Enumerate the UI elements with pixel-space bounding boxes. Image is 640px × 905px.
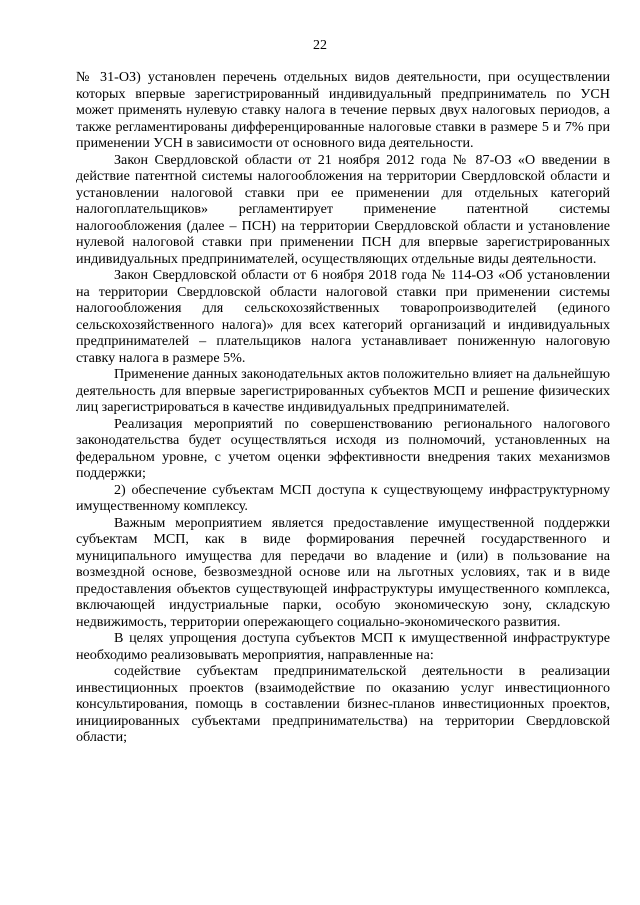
paragraph-law-114-oz: Закон Свердловской области от 6 ноября 2018 года № 114-ОЗ «Об установлении на территории Свердловской области налоговой ставки при применении системы налогообложения для сельскохозяйственных товаропроизводителей (единого сельскохозяйственного налога)» для всех категорий организаций и индивидуальных предпринимателей – плательщиков налога устанавливает пониженную налоговую ставку налога в размере 5%. [76, 267, 610, 366]
paragraph-law-87-oz: Закон Свердловской области от 21 ноября 2012 года № 87-ОЗ «О введении в действие патентной системы налогообложения на территории Свердловской области и установлении налоговой ставки при ее применении для отдельных категорий налогоплательщиков» регламентирует применение патентной системы налогообложения (далее – ПСН) на территории Свердловской области и установление нулевой налоговой ставки при применении ПСН для впервые зарегистрированных индивидуальных предпринимателей, осуществляющих отдельные виды деятельности. [76, 151, 610, 267]
document-body [76, 69, 610, 746]
paragraph-property-support: Важным мероприятием является предоставление имущественной поддержки субъектам МСП, как в виде формирования перечней государственного и муниципального имущества для передачи во владение и (или) в пользование на возмездной основе, безвозмездной основе или на льготных условиях, так и в виде предоставления объектов существующей инфраструктуры имущественного комплекса, включающей индустриальные парки, особую экономическую зону, складскую недвижимость, территории опережающего социально-экономического развития. [76, 514, 610, 630]
page-number: 22 [313, 38, 327, 53]
paragraph-usn-activity-list: № 31-ОЗ) установлен перечень отдельных видов деятельности, при осуществлении которых впервые зарегистрированный индивидуальный предприниматель по УСН может применять нулевую ставку налога в течение первых двух налоговых периодов, а также регламентированы дифференцированные налоговые ставки в размере 5 и 7% при применении УСН в зависимости от основного вида деятельности. [76, 69, 610, 151]
paragraph-item-2-infrastructure-access: 2) обеспечение субъектам МСП доступа к существующему инфраструктурному имущественному комплексу. [76, 481, 610, 514]
paragraph-investment-project-assistance: содействие субъектам предпринимательской деятельности в реализации инвестиционных проектов (взаимодействие по оказанию услуг инвестиционного консультирования, помощь в составлении бизнес-планов инвестиционных проектов, инициированных субъектами предпринимательства) на территории Свердловской области; [76, 663, 610, 745]
paragraph-simplify-access: В целях упрощения доступа субъектов МСП к имущественной инфраструктуре необходимо реализовывать мероприятия, направленные на: [76, 630, 610, 663]
paragraph-tax-legislation-improvement: Реализация мероприятий по совершенствованию регионального налогового законодательства будет осуществляться исходя из полномочий, установленных на федеральном уровне, с учетом оценки эффективности внедрения таких механизмов поддержки; [76, 415, 610, 481]
paragraph-acts-effect: Применение данных законодательных актов положительно влияет на дальнейшую деятельность для впервые зарегистрированных субъектов МСП и решение физических лиц зарегистрироваться в качестве индивидуальных предпринимателей. [76, 366, 610, 415]
